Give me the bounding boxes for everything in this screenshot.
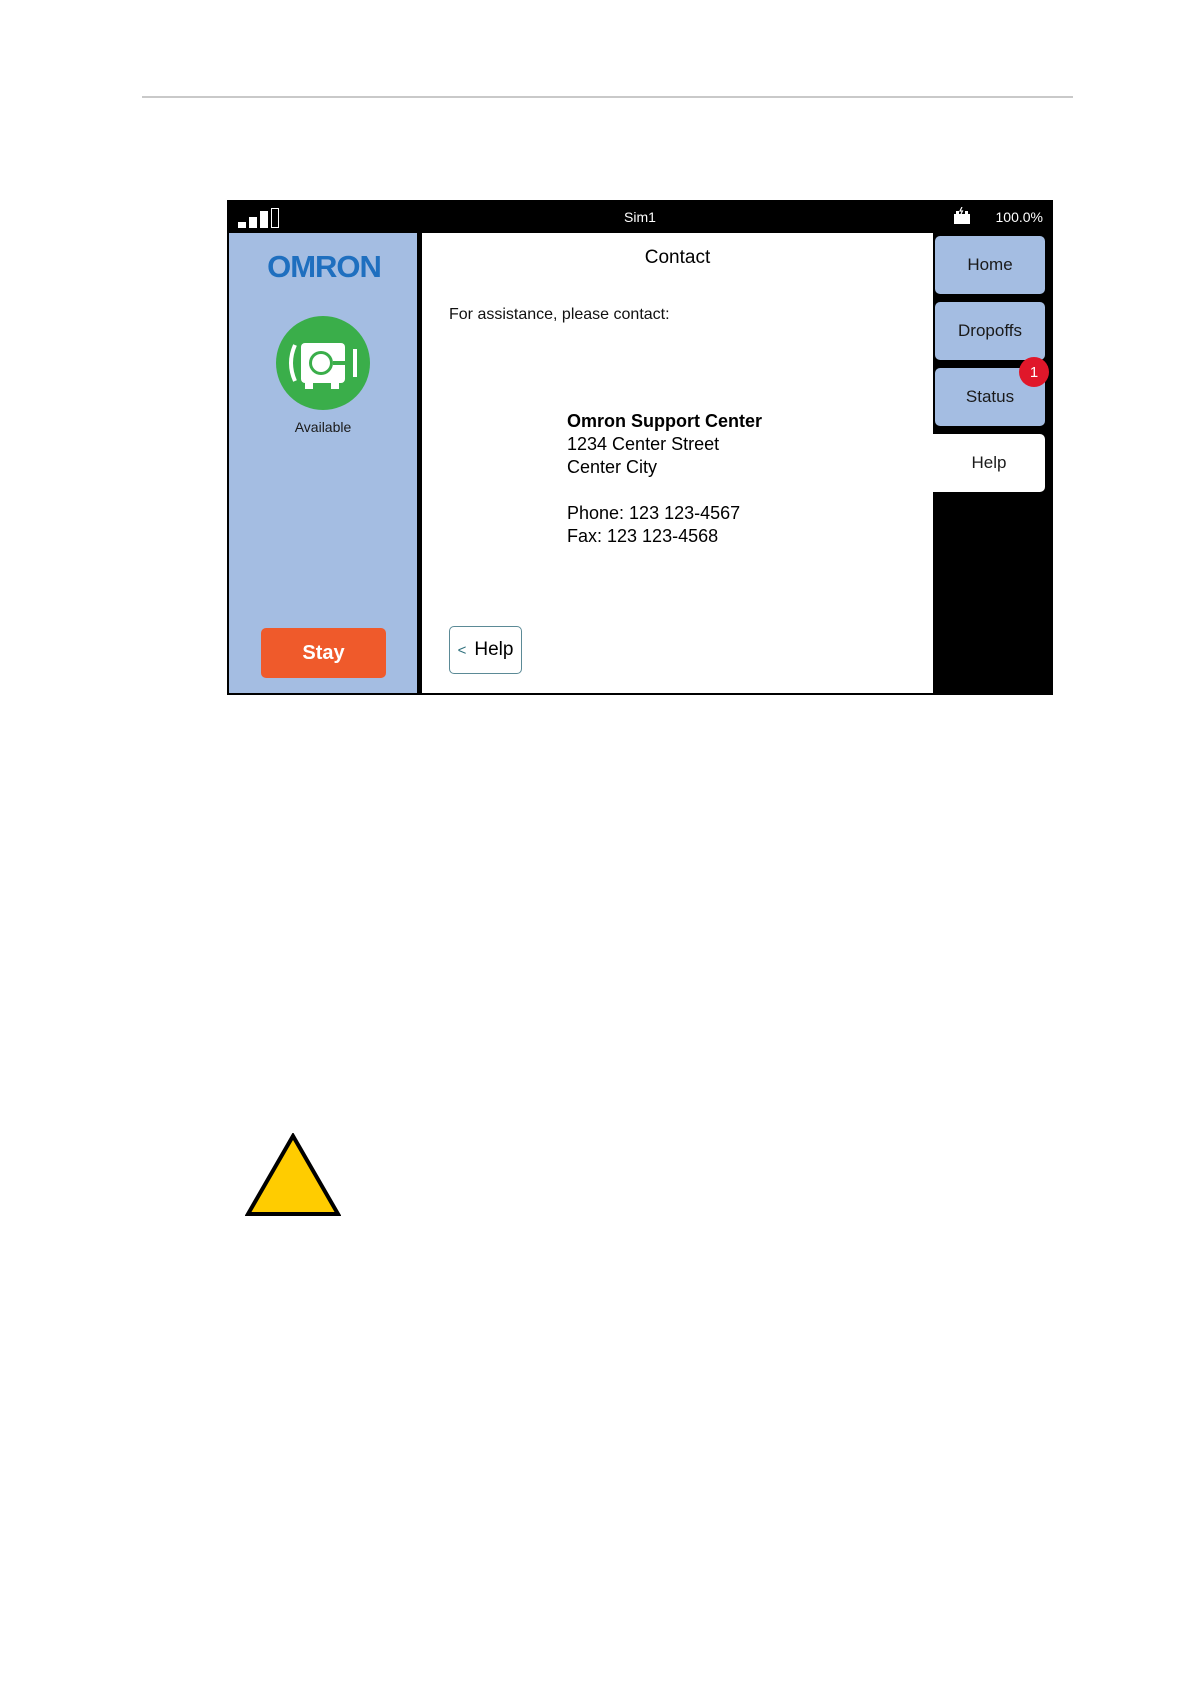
charging-battery-icon: [953, 207, 971, 225]
contact-street: 1234 Center Street: [567, 434, 720, 454]
battery-percentage: 100.0%: [995, 209, 1043, 225]
omron-logo: [265, 251, 383, 281]
left-panel: [229, 233, 417, 693]
robot-available-icon: [275, 315, 371, 411]
back-to-help-button[interactable]: [449, 626, 522, 674]
chevron-left-icon: <: [457, 641, 467, 659]
contact-phone: Phone: 123 123-4567: [567, 503, 741, 523]
warning-triangle-icon: [245, 1133, 341, 1217]
intro-text: For assistance, please contact:: [449, 306, 670, 323]
device-screen: [227, 200, 1053, 695]
page-header-rule: [142, 96, 1073, 98]
stay-button[interactable]: Stay: [261, 628, 386, 678]
contact-city: Center City: [567, 457, 658, 477]
nav-tab-status[interactable]: Status: [935, 368, 1045, 426]
contact-spacer: [567, 479, 762, 502]
nav-tab-help[interactable]: Help: [933, 434, 1045, 492]
back-button-label: Help: [474, 639, 514, 660]
contact-info: [567, 410, 762, 548]
robot-status-label: Available: [294, 419, 352, 435]
nav-tab-home[interactable]: Home: [935, 236, 1045, 294]
nav-tab-dropoffs[interactable]: Dropoffs: [935, 302, 1045, 360]
status-bar: [227, 200, 1053, 233]
contact-name: Omron Support Center: [567, 411, 763, 431]
page-title: Contact: [644, 247, 711, 268]
status-badge: 1: [1019, 357, 1049, 387]
svg-text:OMRON: OMRON: [267, 251, 381, 281]
contact-fax: Fax: 123 123-4568: [567, 526, 719, 546]
main-content: [422, 233, 933, 693]
robot-name: Sim1: [624, 209, 656, 225]
